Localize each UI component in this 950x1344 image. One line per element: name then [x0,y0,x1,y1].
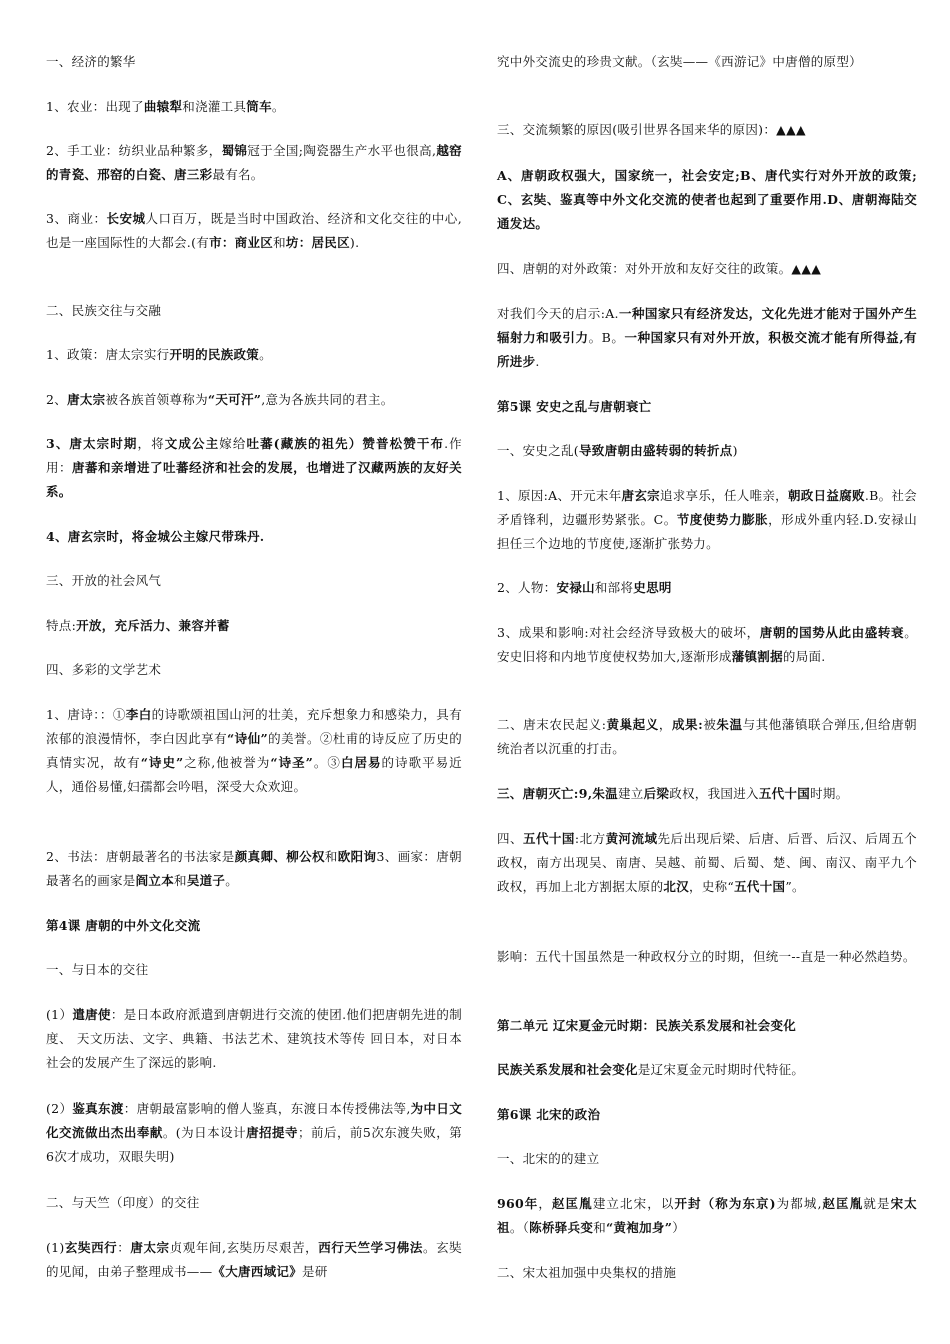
effects-paragraph: 3、成果和影响:对社会经济导致极大的破坏，唐朝的国势从此由盛转衰。安史旧将和内地节度使权势加大,逐渐形成藩镇割据的局面. [497,625,917,664]
lesson-4-title: 第4课 唐朝的中外文化交流 [46,918,201,933]
calligraphy-paragraph: 2、书法：唐朝最著名的书法家是颜真卿、柳公权和欧阳询3、画家：唐朝最著名的画家是阎立本和吴道子。 [46,849,462,888]
feature-paragraph: 特点:开放，充斥活力、兼容并蓄 [46,618,230,633]
section-heading-literature: 四、多彩的文学艺术 [46,662,162,677]
founding-paragraph: 960年，赵匡胤建立北宋，以开封（称为东京)为都城,赵匡胤就是宋太祖。（陈桥驿兵变和“黄袍加身”） [497,1196,917,1235]
poetry-paragraph: 1、唐诗：：①李白的诗歌颂祖国山河的壮美，充斥想象力和感染力，具有浓郁的浪漫情怀，李白因此享有“诗仙”的美誉。②杜甫的诗反应了历史的真情实况，故有“诗史”之称,他被誉为“诗圣”。③白居易的诗歌平易近人，通俗易懂,妇孺都会吟唱，深受大众欢迎。 [46,707,462,794]
agriculture-paragraph: 1、农业：出现了曲辕犁和浇灌工具筒车。 [46,99,285,114]
commerce-paragraph: 3、商业：长安城人口百万，既是当时中国政治、经济和文化交往的中心,也是一座国际性的大都会.(有市：商业区和坊：居民区). [46,211,462,250]
lessons-today-paragraph: 对我们今天的启示:A.一种国家只有经济发达，文化先进才能对于国外产生辐射力和吸引力。B。一种国家只有对外开放，积极交流才能有所得益,有所进步. [497,306,917,369]
unit-2-title: 第二单元 辽宋夏金元时期：民族关系发展和社会变化 [497,1018,797,1033]
section-heading-japan: 一、与日本的交往 [46,962,149,977]
section-heading-founding: 一、北宋的的建立 [497,1151,600,1166]
jianzhen-paragraph: (2）鉴真东渡：唐朝最富影响的僧人鉴真，东渡日本传授佛法等,为中日文化交流做出杰出奉献。(为日本设计唐招提寺；前后，前5次东渡失败，第6次才成功，双眼失明) [46,1101,463,1164]
tiankehan-paragraph: 2、唐太宗被各族首领尊称为“天可汗”,意为各族共同的君主。 [46,392,394,407]
section-heading-ethnic: 二、民族交往与交融 [46,303,162,318]
xuanzang-continued-paragraph: 究中外交流史的珍贵文献。（玄奘——《西游记》中唐僧的原型） [497,54,862,69]
unit-2-feature-paragraph: 民族关系发展和社会变化是辽宋夏金元时期时代特征。 [497,1062,805,1077]
handicraft-paragraph: 2、手工业：纺织业品种繁多，蜀锦冠于全国;陶瓷器生产水平也很高,越窑的青瓷、邢窑的白瓷、唐三彩最有名。 [46,143,462,182]
causes-paragraph: 1、原因:A、开元末年唐玄宗追求享乐，任人唯亲，朝政日益腐败.B。社会矛盾锋利，边疆形势紧张。C。节度使势力膨胀，形成外重内轻.D.安禄山担任三个边地的节度使,逐渐扩张势力。 [497,488,917,551]
lesson-5-title: 第5课 安史之乱与唐朝衰亡 [497,399,652,414]
wencheng-paragraph: 3、唐太宗时期，将文成公主嫁给吐蕃(藏族的祖先）赞普松赞干布.作用：唐蕃和亲增进了吐蕃经济和社会的发展，也增进了汉藏两族的友好关系。 [46,436,462,499]
section-heading-social: 三、开放的社会风气 [46,573,162,588]
jincheng-paragraph: 4、唐玄宗时，将金城公主嫁尺带珠丹. [46,529,265,544]
xuanzang-paragraph: (1)玄奘西行：唐太宗贞观年间,玄奘历尽艰苦，西行天竺学习佛法。玄奘的见闻，由弟子整理成书——《大唐西域记》是研 [46,1240,462,1279]
section-heading-reasons: 三、交流频繁的原因(吸引世界各国来华的原因)：▲▲▲ [497,122,806,137]
section-heading-centralization: 二、宋太祖加强中央集权的措施 [497,1265,677,1280]
policy-paragraph: 1、政策：唐太宗实行开明的民族政策。 [46,347,272,362]
section-heading-india: 二、与天竺（印度）的交往 [46,1195,200,1210]
wudai-paragraph: 四、五代十国:北方黄河流域先后出现后梁、后唐、后晋、后汉、后周五个政权，南方出现吴、南唐、吴越、前蜀、后蜀、楚、闽、南汉、南平九个政权，再加上北方割据太原的北汉，史称“五代十国”。 [497,831,917,894]
figures-paragraph: 2、人物：安禄山和部将史思明 [497,580,672,595]
lesson-6-title: 第6课 北宋的政治 [497,1107,601,1122]
reasons-paragraph: A、唐朝政权强大，国家统一，社会安定;B、唐代实行对外开放的政策;C、玄奘、鉴真等中外文化交流的使者也起到了重要作用.D、唐朝海陆交通发达。 [497,168,917,231]
impact-paragraph: 影响：五代十国虽然是一种政权分立的时期，但统一--直是一种必然趋势。 [497,949,916,964]
envoys-paragraph: (1）遣唐使：是日本政府派遣到唐朝进行交流的使团.他们把唐朝先进的制度、 天文历法、文字、典籍、书法艺术、建筑技术等传 回日本，对日本社会的发展产生了深远的影响. [46,1007,463,1070]
section-heading-anshi: 一、安史之乱(导致唐朝由盛转弱的转折点) [497,443,738,458]
tang-fall-paragraph: 三、唐朝灭亡:9,朱温建立后梁政权，我国进入五代十国时期。 [497,786,849,801]
section-heading-foreign-policy: 四、唐朝的对外政策：对外开放和友好交往的政策。▲▲▲ [497,261,822,276]
peasant-uprising-paragraph: 二、唐末农民起义:黄巢起义，成果:被朱温与其他藩镇联合弹压,但给唐朝统治者以沉重的打击。 [497,717,917,756]
section-heading-economy: 一、经济的繁华 [46,54,136,69]
